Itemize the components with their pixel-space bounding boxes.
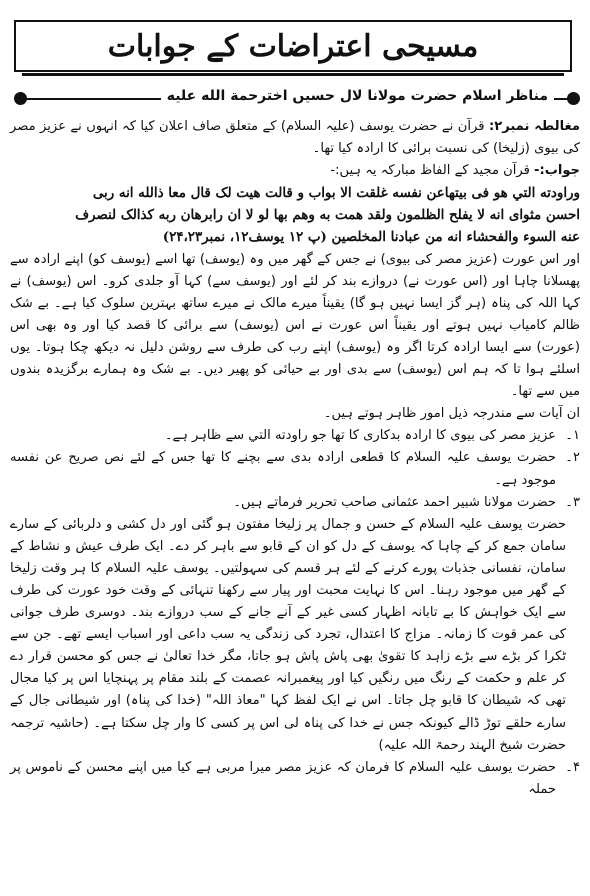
list-number: ۲۔: [565, 450, 580, 466]
answer-text: قرآن مجید کے الفاظ مبارکہ یہ ہیں:-: [330, 163, 535, 179]
arabic-verse-line: احسن مثوای انه لا یفلح الظلمون ولقد همت به وهم بها لو لا ان رابرهان ربه كذالک لنصرف: [75, 207, 580, 224]
author-byline: مناظر اسلام حضرت مولانا لال حسیں اخترحمة الله عليه: [161, 88, 554, 104]
quote-paragraph: [10, 514, 580, 757]
answer-label: جواب:-: [534, 163, 580, 179]
list-number: ۱۔: [565, 428, 580, 444]
page-title: مسیحی اعتراضات کے جوابات: [107, 28, 479, 64]
quote-reference: (حاشیہ ترجمہ حضرت شیخ الہند رحمۃ اللہ علیہ): [10, 715, 566, 753]
objection-paragraph: [10, 116, 580, 160]
list-text: حضرت مولانا شبیر احمد عثمانی صاحب تحریر فرماتے ہیں۔: [233, 494, 556, 510]
list-text: حضرت یوسف علیہ السلام کا فرمان کہ عزیز مصر میرا مربی ہے کیا میں اپنے محسن کے ناموس پر حملہ: [10, 759, 556, 797]
list-text: حضرت یوسف علیہ السلام کا قطعی ارادہ بدی سے بچنے کا تھا جس کے لئے نص صریح عن نفسه موجود ہے۔: [10, 450, 556, 488]
arabic-verse-line: وراودته التي هو فی بیتهاعن نفسه غلقت الا بواب و قالت هیت لک قال معا ذالله انه ربی: [92, 185, 580, 202]
list-item: [10, 447, 580, 491]
objection-text: قرآن نے حضرت یوسف (علیہ السلام) کے متعلق صاف اعلان کیا کہ انہوں نے عزیز مصر کی بیوی (زلیخا) کی نسبت برائی کا ارادہ کیا تھا۔: [10, 119, 580, 157]
list-item: [10, 757, 580, 801]
points-intro: ان آیات سے مندرجہ ذیل امور ظاہر ہوتے ہیں۔: [323, 406, 580, 422]
list-text: عزیز مصر کی بیوی کا ارادہ بدکاری کا تھا جو راودته التي سے ظاہر ہے۔: [164, 428, 556, 444]
title-box: [14, 20, 572, 72]
list-number: ۳۔: [565, 494, 580, 510]
quote-text: حضرت یوسف علیہ السلام کے حسن و جمال پر زلیخا مفتون ہو گئی اور دل کشی و دلربائی کے سارے سامان جمع کر کے چاہا کہ یوسف کے دل کو ان کے قابو سے باہر کر دے۔ ایک طرف عیش و نشاط کے سامان، نفسانی جذبات پورے کرنے کے لئے ہر قسم کی سہولتیں۔ یوسف علیہ السلام کا ہر وقت زلیخا کے گھر میں موجود رہنا۔ اس کا نہایت محبت اور پیار سے رکھنا تنہائی کے وقت خود عورت کی طرف سے ایک خواہش کا بے تابانہ اظہار کسی غیر کے آنے جانے کے سب دروازے بند۔ دوسری طرف جوانی کی عمر قوت کا زمانہ۔ مزاج کا اعتدال، تجرد کی زندگی یہ سب داعی اور اسباب ایسے تھے۔ جن سے ٹکرا کر بڑے سے بڑے زاہد کا تقویٰ بھی پاش پاش ہو جاتا، مگر خدا تعالیٰ نے جس کو محسن قرار دے کر علم و حکمت کے رنگ میں رنگیں کیا اور پیغمبرانہ عصمت کے بلند مقام پر پہنچایا اس پر کیا مجال تھی کہ شیطان کا قابو چل جاتا۔ اس نے ایک لفظ کہا "معاذ اللہ" (خدا کی پناہ) اور شیطانی جال کے سارے حلقے توڑ ڈالے کیونکہ جس نے خدا کی پناہ لی اس پر کسی کا وار چل سکتا ہے۔: [10, 516, 567, 731]
translation-paragraph: اور اس عورت (عزیز مصر کی بیوی) نے جس کے گھر میں وہ (یوسف) تھا اسے (یوسف کو) اپنے ارادہ سے پھسلانا چاہا اور (اس عورت نے) دروازے بند کر لئے اور (یوسف سے) کہا آو جلدی کرو۔ اس (یوسف) نے کہا اللہ کی پناہ (ہر گز ایسا نہیں ہو گا) یقیناً میرے مالک نے میرے ساتھ بہترین سلوک کیا ہے۔ بے شک ظالم کامیاب نہیں ہوتے اور یقیناً اس عورت نے اس (یوسف) سے برائی کا قصد کیا اور وہ بھی اس (عورت) سے ایسا ارادہ کرتا اگر وہ (یوسف) اپنے رب کی طرف سے روشن دلیل نہ دیکھ چکا ہوتا۔ یوں اسلئے ہوا تا کہ ہم اس (یوسف) سے بدی اور بے حیائی کو پھیر دیں۔ بے شک وہ ہمارے برگزیدہ بندوں میں سے تھا۔: [10, 251, 580, 400]
byline-row: [6, 88, 584, 110]
list-item: [10, 492, 580, 514]
answer-paragraph: [10, 160, 580, 182]
article-body: [10, 116, 580, 801]
bullet-dot-icon: [14, 92, 27, 105]
arabic-verse-line: عنه السوء والفحشاء انه من عبادنا المخلصين (پ ۱۲ یوسف۱۲، نمبر۲۴،۲۳): [162, 229, 580, 246]
bullet-dot-icon: [567, 92, 580, 105]
objection-label: مغالطہ نمبر۲:: [488, 119, 580, 134]
list-number: ۴۔: [565, 759, 580, 775]
list-item: [10, 425, 580, 447]
